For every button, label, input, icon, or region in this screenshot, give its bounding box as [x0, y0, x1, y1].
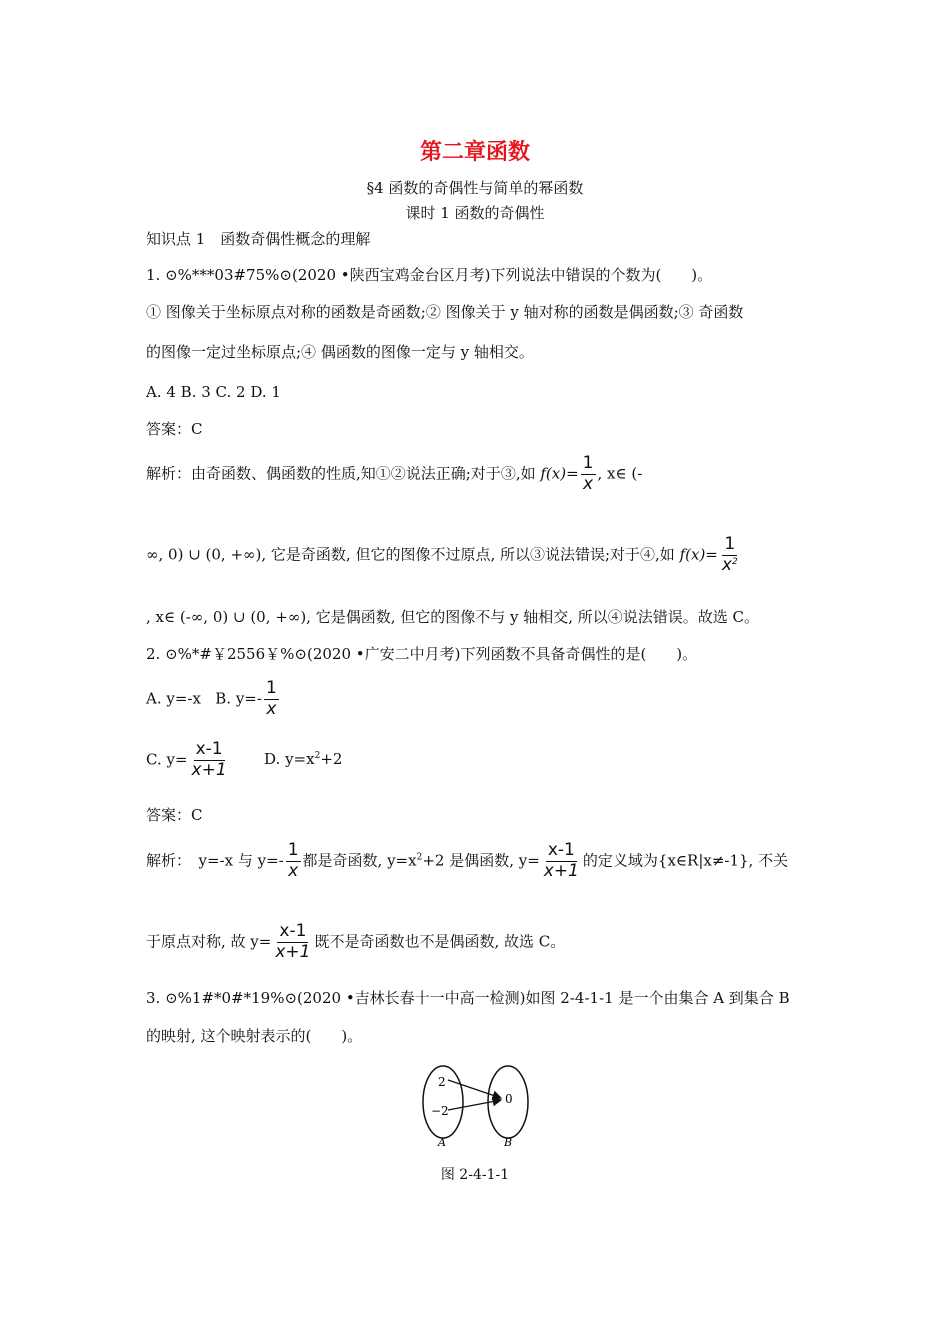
arrow-2-to-0: [448, 1080, 501, 1098]
q2-option-d: D. $y=x^2+2$: [264, 750, 343, 769]
q2-options-cd: [146, 741, 342, 780]
q1-explanation-line1: [146, 455, 642, 494]
arrow-neg2-to-0: [448, 1100, 501, 1110]
q1-fx-2: f(x)=: [679, 545, 718, 564]
q1-frac-den: x: [583, 473, 594, 494]
lesson-title: 课时 1 函数的奇偶性: [405, 204, 545, 222]
set-a-element-1: 2: [438, 1075, 446, 1089]
q2-stem: 2. ⊙%*#￥2556￥%⊙(2020 •广安二中月考)下列函数不具备奇偶性的是( )。: [146, 645, 698, 663]
q1-ex2-pre: ∞, 0) ∪ (0, +∞), 它是奇函数, 但它的图像不过原点, 所以③说法错误;对于④,如: [146, 545, 680, 564]
q1-explanation-line2: [146, 536, 742, 575]
topic-heading: 知识点 1 函数奇偶性概念的理解: [146, 230, 371, 248]
q2-option-b-fraction: $\frac{1}{x}$: [265, 678, 277, 719]
q2-answer: 答案：C: [146, 806, 203, 824]
q1-ex1-post: , x∈ (-: [597, 464, 643, 483]
q1-explanation-line3: , x∈ (-∞, 0) ∪ (0, +∞), 它是偶函数, 但它的图像不与 y 轴相交, 所以④说法错误。故选 C。: [146, 608, 760, 626]
q1-frac2-num: 1: [724, 534, 736, 554]
q1-frac-num: 1: [582, 453, 594, 473]
q2-option-c-pre: C. y=: [146, 750, 188, 769]
q2-option-a: A. y=-x: [146, 689, 201, 708]
q1-fraction-1-over-x: [581, 455, 596, 494]
q2-explanation-line2: 于原点对称, 故 y= $\frac{x-1}{x+1}$ 既不是奇函数也不是偶函数, 故选 C。: [146, 921, 566, 962]
q2-ex-fraction-3: $\frac{x-1}{x+1}$: [275, 921, 311, 962]
q1-fx: f(x)=: [540, 464, 579, 483]
q1-stem: 1. ⊙%***03#75%⊙(2020 •陕西宝鸡金台区月考)下列说法中错误的个数为( )。: [146, 266, 713, 284]
set-b-label: B: [504, 1136, 513, 1149]
q1-fraction-1-over-x2: [720, 536, 740, 575]
q1-statement-line1: ① 图像关于坐标原点对称的函数是奇函数;② 图像关于 y 轴对称的函数是偶函数;③ 奇函数: [146, 303, 744, 321]
q1-answer: 答案：C: [146, 420, 203, 438]
q3-stem-line2: 的映射, 这个映射表示的( )。: [146, 1027, 363, 1045]
figure-caption: 图 2-4-1-1: [440, 1167, 510, 1183]
q2-explanation-line1: 解析： y=-x 与 y=- $\frac{1}{x}$ 都是奇函数, $y=x^2+2$ 是偶函数, y= $\frac{x-1}{x+1}$ 的定义域为{x∈R|x≠-1}, 不关: [146, 840, 789, 881]
chapter-title: 第二章函数: [419, 140, 530, 165]
q1-options: A. 4 B. 3 C. 2 D. 1: [146, 383, 281, 401]
mapping-diagram: [412, 1060, 542, 1150]
q1-frac2-den: $x^2$: [721, 554, 738, 575]
section-title: §4 函数的奇偶性与简单的幂函数: [366, 179, 584, 197]
q2-ex-fraction-2: $\frac{x-1}{x+1}$: [543, 840, 579, 881]
set-a-element-2: −2: [431, 1104, 449, 1118]
set-b-element-1: 0: [505, 1092, 513, 1106]
q2-options-ab: [146, 680, 281, 719]
set-a-label: A: [438, 1136, 446, 1149]
q3-stem-line1: 3. ⊙%1#*0#*19%⊙(2020 •吉林长春十一中高一检测)如图 2-4-1-1 是一个由集合 A 到集合 B: [146, 989, 790, 1007]
q1-ex1-pre: 解析：由奇函数、偶函数的性质,知①②说法正确;对于③,如: [146, 464, 541, 483]
q1-statement-line2: 的图像一定过坐标原点;④ 偶函数的图像一定与 y 轴相交。: [146, 343, 534, 361]
q2-option-c-fraction: $\frac{x-1}{x+1}$: [191, 739, 227, 780]
q2-option-b-pre: B. y=-: [215, 689, 262, 708]
q2-ex-fraction-1: $\frac{1}{x}$: [287, 840, 299, 881]
